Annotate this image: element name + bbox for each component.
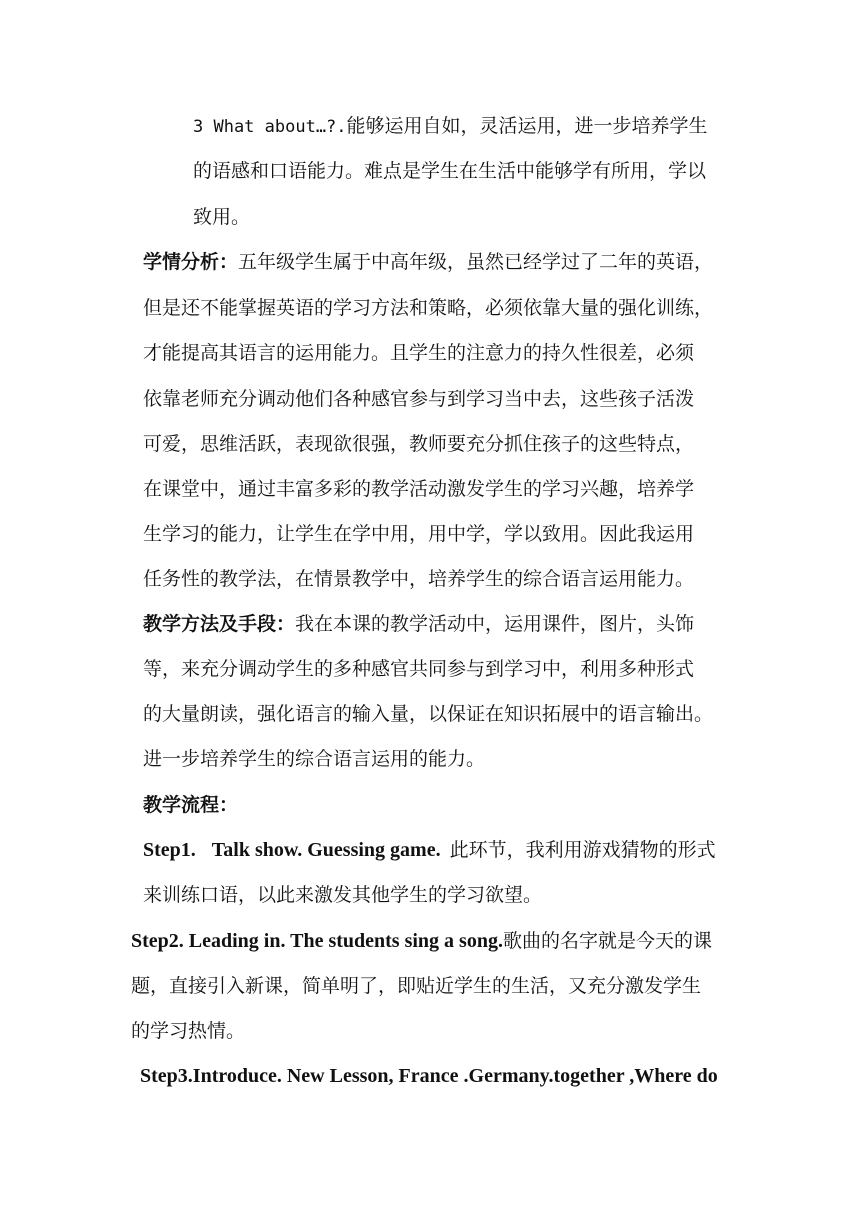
step1-title: Talk show. Guessing game.: [211, 839, 441, 861]
learning-analysis-line-1: [143, 250, 713, 274]
learning-analysis-line: 但是还不能掌握英语的学习方法和策略，必须依靠大量的强化训练，: [143, 297, 714, 319]
teaching-methods-intro: 我在本课的教学活动中，运用课件，图片，头饰: [295, 613, 695, 635]
step2-line-1: [131, 929, 712, 953]
learning-analysis-intro: 五年级学生属于中高年级，虽然已经学过了二年的英语，: [238, 251, 714, 273]
objectives-phrase: 3 What about…?.: [193, 117, 347, 137]
step2-line-2: 题，直接引入新课，简单明了，即贴近学生的生活，又充分激发学生: [131, 975, 702, 997]
teaching-methods-line: 等，来充分调动学生的多种感官共同参与到学习中，利用多种形式: [143, 658, 695, 680]
step2-text: 歌曲的名字就是今天的课: [502, 930, 712, 952]
teaching-process-heading: 教学流程：: [143, 794, 239, 816]
objectives-text: 能够运用自如，灵活运用，进一步培养学生: [346, 115, 708, 137]
learning-analysis-line: 任务性的教学法，在情景教学中，培养学生的综合语言运用能力。: [143, 568, 695, 590]
learning-analysis-line: 在课堂中，通过丰富多彩的教学活动激发学生的学习兴趣，培养学: [143, 478, 695, 500]
teaching-methods-line: 的大量朗读，强化语言的输入量，以保证在知识拓展中的语言输出。: [143, 703, 714, 725]
step1-label: Step1.: [143, 839, 196, 861]
learning-analysis-line: 生学习的能力，让学生在学中用，用中学，学以致用。因此我运用: [143, 523, 695, 545]
step3-title: Step3.Introduce. New Lesson, France .Germany.together ,Where do: [140, 1065, 718, 1087]
step2-title: Step2. Leading in. The students sing a song.: [131, 930, 503, 952]
step3-line-1: [140, 1064, 718, 1088]
step2-line-3: 的学习热情。: [131, 1020, 246, 1042]
teaching-methods-line-1: [143, 612, 694, 636]
learning-analysis-line: 才能提高其语言的运用能力。且学生的注意力的持久性很差，必须: [143, 342, 695, 364]
objectives-line-1: [193, 114, 708, 139]
teaching-methods-heading: 教学方法及手段：: [143, 613, 296, 635]
objectives-line-3: 致用。: [193, 206, 251, 228]
teaching-methods-line: 进一步培养学生的综合语言运用的能力。: [143, 748, 486, 770]
step1-line-2: 来训练口语，以此来激发其他学生的学习欲望。: [143, 884, 543, 906]
learning-analysis-line: 可爱，思维活跃，表现欲很强，教师要充分抓住孩子的这些特点，: [143, 433, 695, 455]
step1-text: 此环节，我利用游戏猜物的形式: [449, 839, 716, 861]
objectives-line-2: 的语感和口语能力。难点是学生在生活中能够学有所用，学以: [193, 160, 707, 182]
step1-line-1: [143, 838, 716, 862]
learning-analysis-heading: 学情分析：: [143, 251, 239, 273]
learning-analysis-line: 依靠老师充分调动他们各种感官参与到学习当中去，这些孩子活泼: [143, 388, 695, 410]
